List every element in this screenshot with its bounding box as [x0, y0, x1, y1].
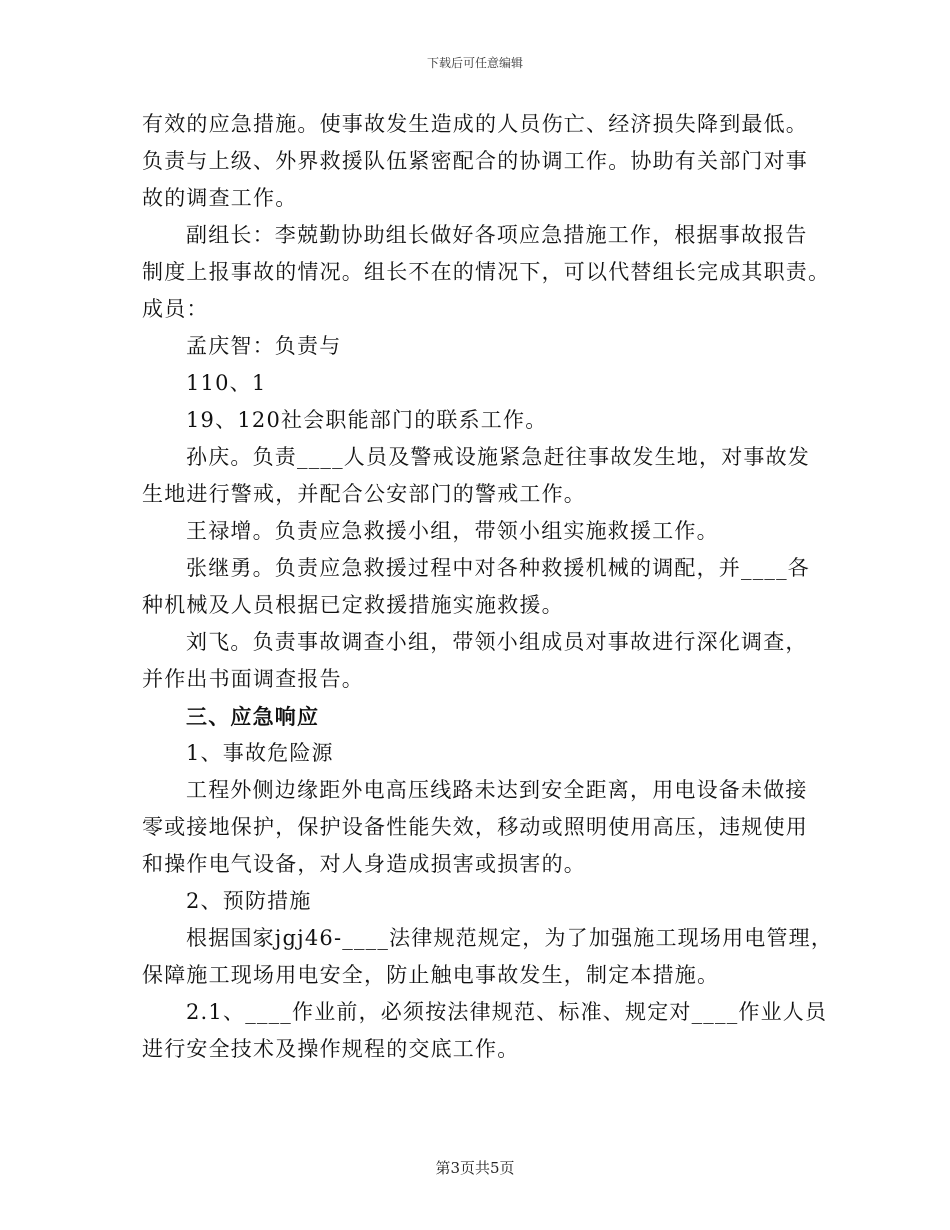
body-text-line: 并作出书面调查报告。	[142, 667, 364, 691]
body-text-line: 成员：	[142, 297, 209, 321]
body-text-line: 制度上报事故的情况。组长不在的情况下，可以代替组长完成其职责。	[142, 260, 831, 284]
body-text-line: 根据国家jgj46-____法律规范规定，为了加强施工现场用电管理，	[186, 926, 834, 950]
body-text-line: 110、1	[186, 371, 267, 395]
page-footer: 第3页共5页	[435, 1159, 515, 1177]
body-text-line: 孟庆智：负责与	[186, 334, 342, 358]
body-text-line: 1、事故危险源	[186, 741, 334, 765]
body-text-line: 负责与上级、外界救援队伍紧密配合的协调工作。协助有关部门对事	[142, 149, 808, 173]
body-text-line: 刘飞。负责事故调查小组，带领小组成员对事故进行深化调查，	[186, 630, 808, 654]
body-text-line: 王禄增。负责应急救援小组，带领小组实施救援工作。	[186, 519, 719, 543]
body-text-line: 保障施工现场用电安全，防止触电事故发生，制定本措施。	[142, 963, 720, 987]
body-text-line: 19、120社会职能部门的联系工作。	[186, 408, 548, 432]
section-heading: 三、应急响应	[186, 704, 320, 729]
body-text-line: 故的调查工作。	[142, 186, 298, 210]
body-text-line: 种机械及人员根据已定救援措施实施救援。	[142, 593, 564, 617]
body-text-line: 有效的应急措施。使事故发生造成的人员伤亡、经济损失降到最低。	[142, 112, 808, 136]
document-body	[142, 106, 834, 1068]
body-text-line: 2.1、____作业前，必须按法律规范、标准、规定对____作业人员	[186, 1000, 828, 1024]
body-text-line: 副组长：李兢勤协助组长做好各项应急措施工作，根据事故报告	[186, 223, 808, 247]
body-text-line: 和操作电气设备，对人身造成损害或损害的。	[142, 852, 586, 876]
body-text-line: 零或接地保护，保护设备性能失效，移动或照明使用高压，违规使用	[142, 815, 808, 839]
page-header: 下载后可任意编辑	[426, 56, 523, 70]
body-text-line: 生地进行警戒，并配合公安部门的警戒工作。	[142, 482, 586, 506]
body-text-line: 进行安全技术及操作规程的交底工作。	[142, 1037, 520, 1061]
body-text-line: 张继勇。负责应急救援过程中对各种救援机械的调配，并____各	[186, 556, 810, 580]
body-text-line: 工程外侧边缘距外电高压线路未达到安全距离，用电设备未做接	[186, 778, 808, 802]
body-text-line: 2、预防措施	[186, 889, 312, 913]
body-text-line: 孙庆。负责____人员及警戒设施紧急赶往事故发生地，对事故发	[186, 445, 810, 469]
